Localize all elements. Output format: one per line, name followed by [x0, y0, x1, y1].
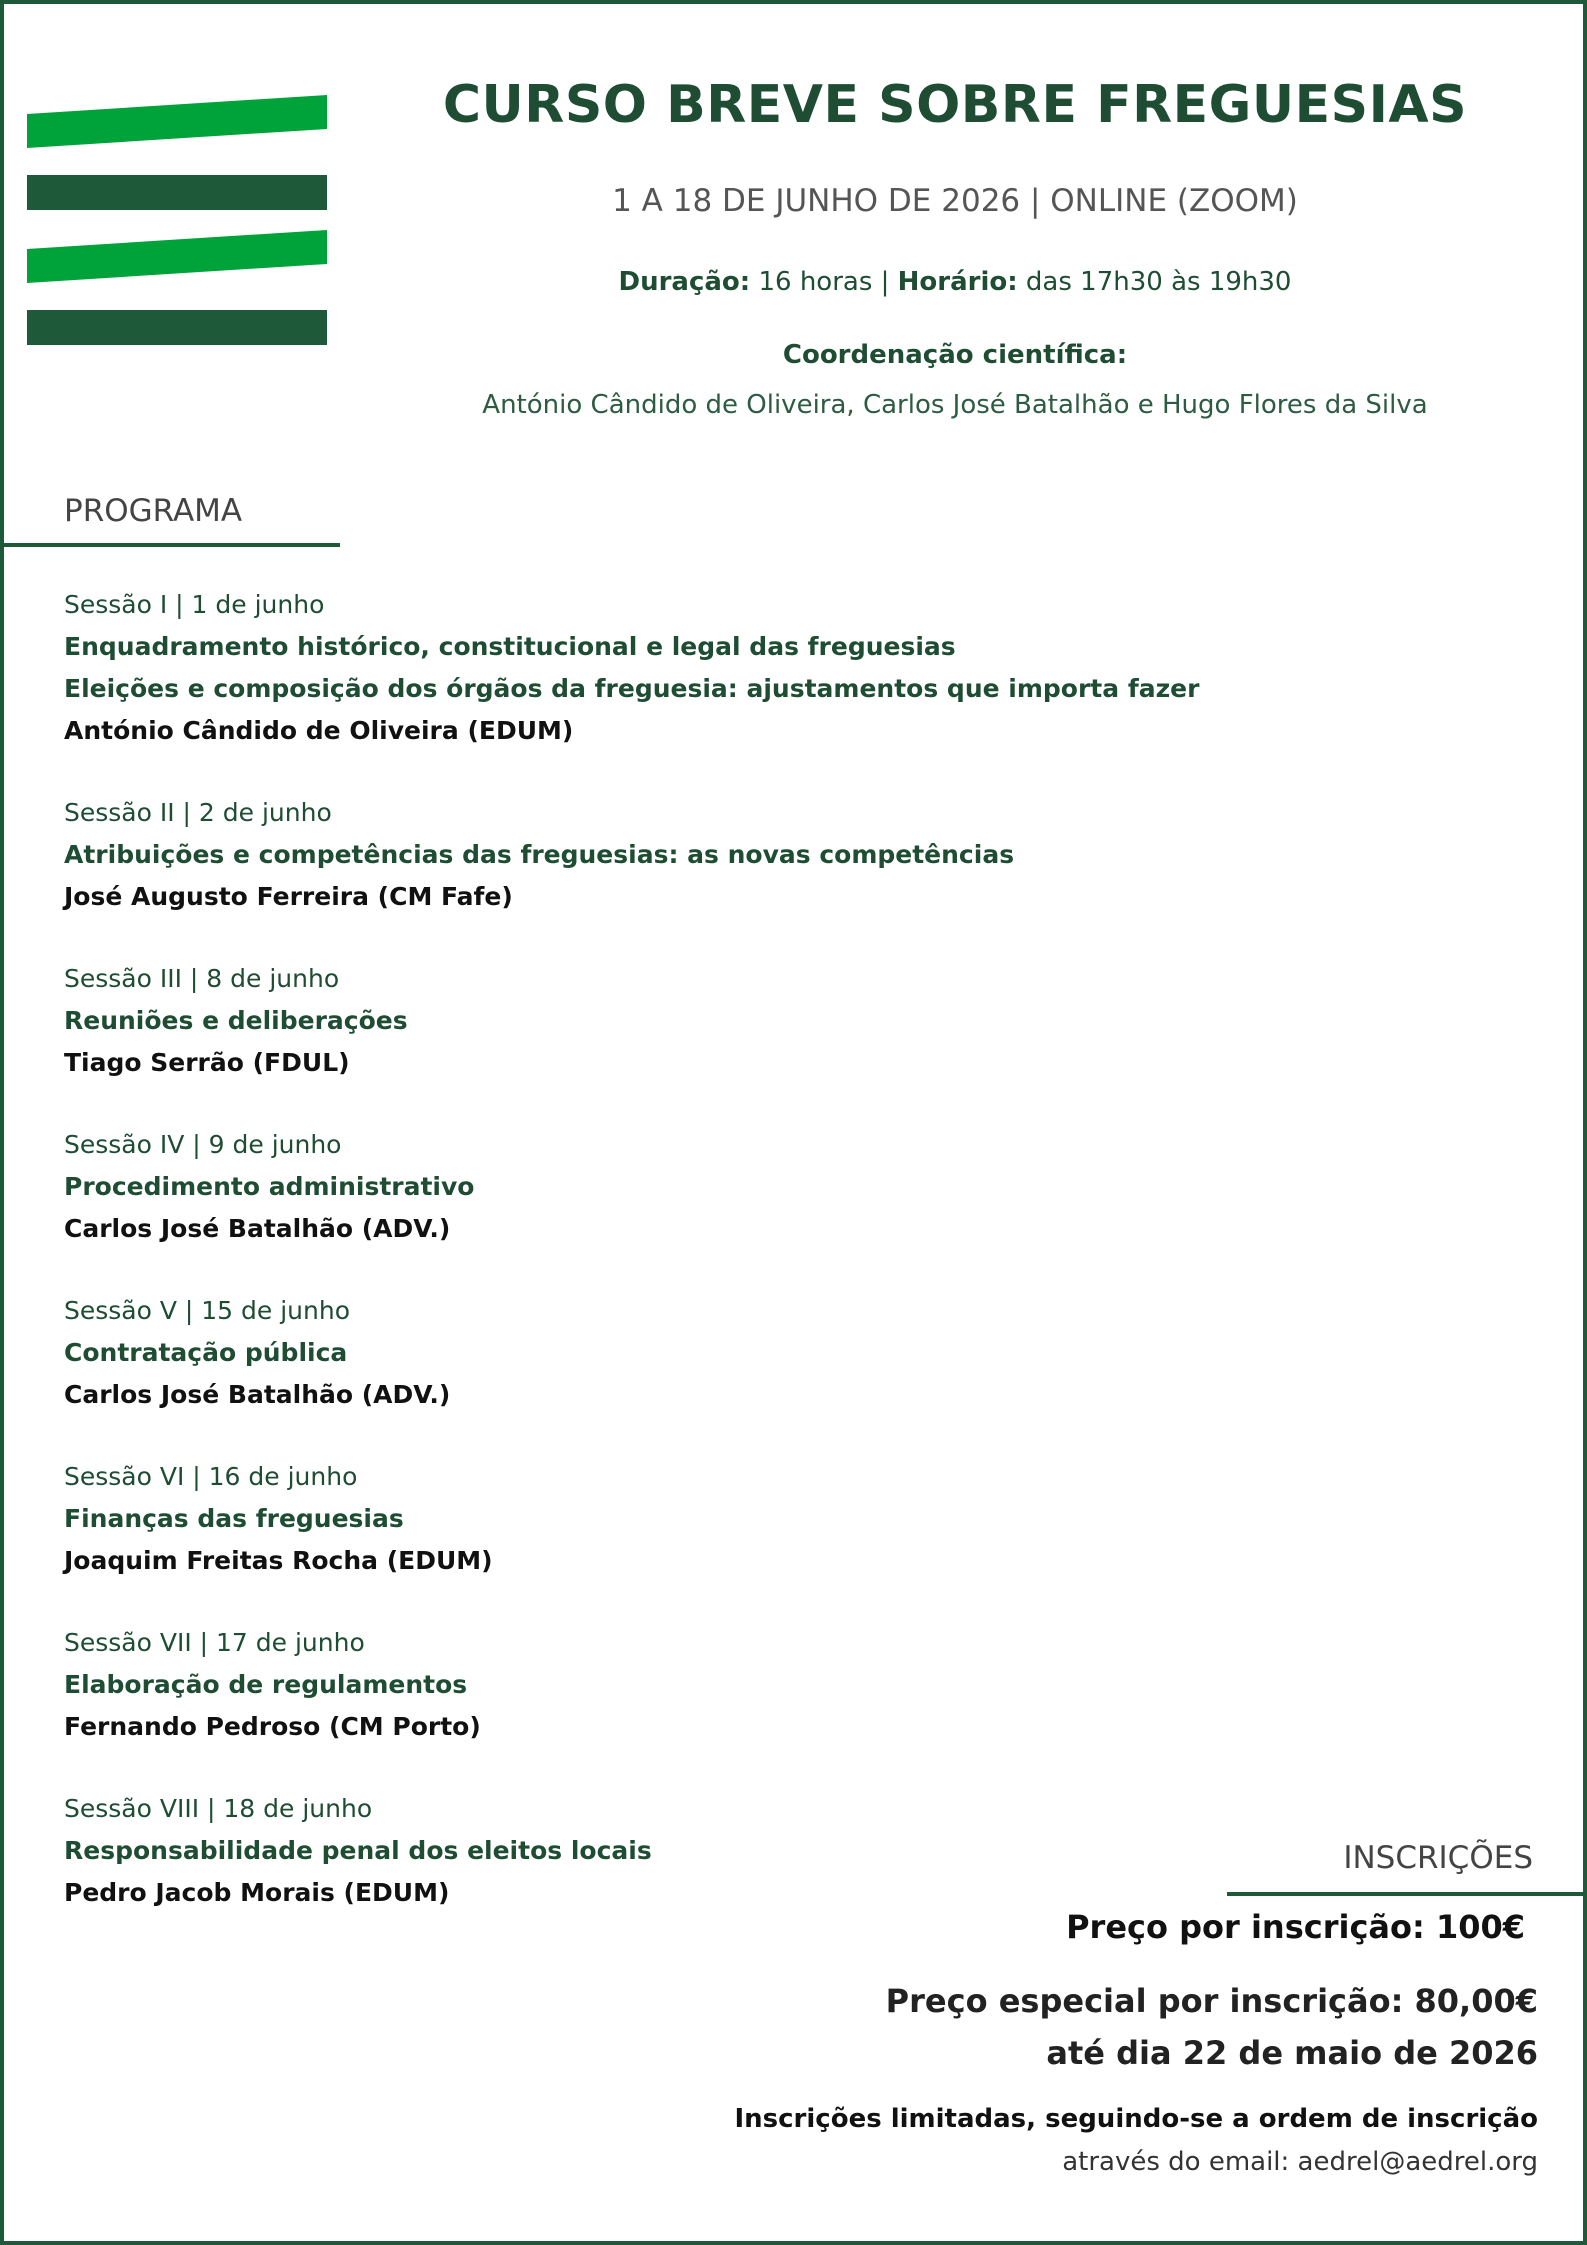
session-speaker: Carlos José Batalhão (ADV.) — [64, 1214, 451, 1243]
inscricoes-heading: INSCRIÇÕES — [1343, 1840, 1533, 1876]
session-topic: Contratação pública — [64, 1338, 348, 1367]
session-topic: Enquadramento histórico, constitucional e legal das freguesias — [64, 632, 956, 661]
session-topic: Responsabilidade penal dos eleitos locais — [64, 1836, 652, 1865]
session-date: Sessão VIII | 18 de junho — [64, 1794, 373, 1823]
session-item — [64, 958, 1164, 1084]
session-date: Sessão III | 8 de junho — [64, 964, 340, 993]
programa-heading: PROGRAMA — [64, 493, 243, 529]
session-item — [64, 1124, 1164, 1250]
logo-stripes-icon — [27, 95, 327, 350]
session-topic: Procedimento administrativo — [64, 1172, 475, 1201]
schedule-label: Horário: — [897, 267, 1018, 297]
inscricoes-divider — [1227, 1892, 1583, 1896]
duration-line — [440, 267, 1470, 297]
session-topic: Eleições e composição dos órgãos da freguesia: ajustamentos que importa fazer — [64, 674, 1200, 703]
session-speaker: António Cândido de Oliveira (EDUM) — [64, 716, 574, 745]
session-topic: Elaboração de regulamentos — [64, 1670, 468, 1699]
session-topic: Reuniões e deliberações — [64, 1006, 408, 1035]
session-speaker: José Augusto Ferreira (CM Fafe) — [64, 882, 513, 911]
coordination-names: António Cândido de Oliveira, Carlos José Batalhão e Hugo Flores da Silva — [482, 390, 1428, 420]
session-speaker: Fernando Pedroso (CM Porto) — [64, 1712, 481, 1741]
session-item — [64, 792, 1164, 918]
registration-email: através do email: aedrel@aedrel.org — [1062, 2147, 1538, 2177]
session-item — [64, 1788, 1164, 1914]
session-date: Sessão VI | 16 de junho — [64, 1462, 358, 1491]
session-speaker: Joaquim Freitas Rocha (EDUM) — [64, 1546, 493, 1575]
price: Preço por inscrição: 100€ — [1066, 1908, 1525, 1946]
session-date: Sessão I | 1 de junho — [64, 590, 325, 619]
session-item — [64, 1622, 1164, 1748]
session-date: Sessão II | 2 de junho — [64, 798, 332, 827]
session-topic: Atribuições e competências das freguesias: as novas competências — [64, 840, 1015, 869]
special-price: Preço especial por inscrição: 80,00€ — [885, 1982, 1538, 2020]
session-list — [64, 584, 1200, 1954]
duration-value: 16 horas | — [750, 267, 898, 297]
session-date: Sessão VII | 17 de junho — [64, 1628, 365, 1657]
page-title: CURSO BREVE SOBRE FREGUESIAS — [442, 75, 1468, 135]
session-speaker: Tiago Serrão (FDUL) — [64, 1048, 350, 1077]
session-speaker: Pedro Jacob Morais (EDUM) — [64, 1878, 450, 1907]
duration-label: Duração: — [618, 267, 751, 297]
coordination-label: Coordenação científica: — [782, 340, 1128, 370]
limited-notice: Inscrições limitadas, seguindo-se a ordem de inscrição — [734, 2104, 1538, 2134]
session-item — [64, 1456, 1164, 1582]
session-item — [64, 584, 1200, 752]
course-dates: 1 A 18 DE JUNHO DE 2026 | ONLINE (ZOOM) — [612, 183, 1298, 219]
session-topic: Finanças das freguesias — [64, 1504, 404, 1533]
session-item — [64, 1290, 1164, 1416]
session-date: Sessão V | 15 de junho — [64, 1296, 351, 1325]
schedule-value: das 17h30 às 19h30 — [1017, 267, 1292, 297]
session-speaker: Carlos José Batalhão (ADV.) — [64, 1380, 451, 1409]
programa-divider — [4, 543, 340, 547]
session-date: Sessão IV | 9 de junho — [64, 1130, 342, 1159]
special-price-deadline: até dia 22 de maio de 2026 — [1046, 2034, 1538, 2072]
